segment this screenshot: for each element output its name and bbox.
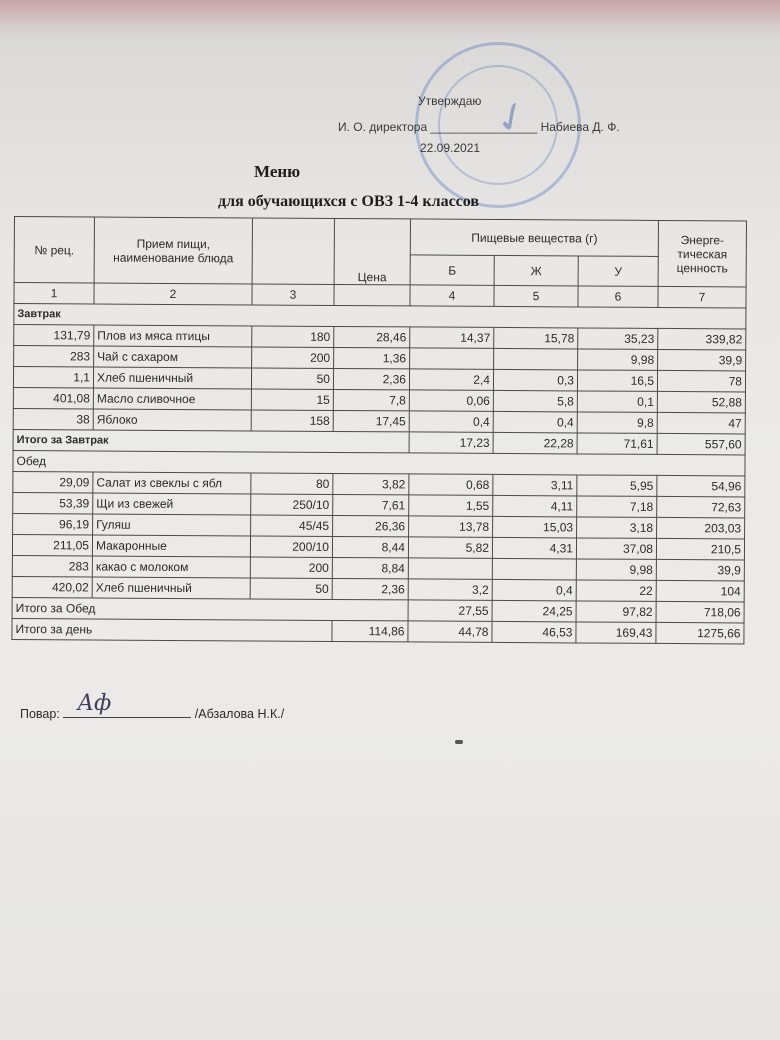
cell-energy: 47: [657, 412, 745, 434]
cell-b: 14,37: [410, 327, 494, 349]
cell-price: 28,46: [334, 326, 410, 347]
header-nutrients: Пищевые вещества (г): [410, 219, 658, 257]
cell-zh: 0,3: [493, 369, 577, 391]
cell-name: Масло сливочное: [93, 388, 251, 410]
menu-table: [11, 216, 747, 644]
cell-zh: 0,4: [492, 579, 576, 601]
cell-qty: 158: [251, 410, 333, 432]
ink-mark: [455, 740, 463, 744]
approved-label: Утверждаю: [418, 94, 482, 108]
cell-zh: 5,8: [493, 390, 577, 412]
cell-num: 1,1: [13, 367, 93, 388]
cell-u: 5,95: [577, 475, 657, 496]
cell-energy: 203,03: [657, 517, 745, 539]
cell-u: 16,5: [577, 370, 657, 391]
day-total-energy: 1275,66: [656, 622, 744, 644]
cell-b: 0,06: [409, 390, 493, 412]
day-total-label: Итого за день: [12, 618, 332, 641]
cell-energy: 210,5: [656, 538, 744, 560]
cell-name: Плов из мяса птицы: [94, 325, 252, 347]
cell-name: Яблоко: [93, 409, 251, 431]
header-qty: [252, 218, 334, 284]
total-b: 17,23: [409, 432, 493, 454]
cell-name: Хлеб пшеничный: [92, 577, 250, 599]
day-total-u: 169,43: [576, 622, 656, 643]
signature-line: [63, 691, 191, 718]
day-total-zh: 46,53: [492, 621, 576, 643]
cell-qty: 50: [250, 578, 332, 600]
cell-u: 22: [576, 580, 656, 601]
total-u: 97,82: [576, 601, 656, 622]
col-number: 5: [494, 285, 578, 307]
cell-b: 3,2: [408, 579, 492, 601]
day-total-b: 44,78: [408, 621, 492, 643]
cook-label: Повар:: [20, 707, 60, 721]
cell-price: 2,36: [333, 368, 409, 389]
cell-zh: 15,78: [494, 327, 578, 349]
cell-name: Салат из свеклы с ябл: [93, 472, 251, 494]
cell-u: 9,98: [576, 559, 656, 580]
header-price: Цена: [334, 218, 410, 284]
header-num: № рец.: [14, 217, 94, 283]
cell-u: 9,8: [577, 412, 657, 433]
cell-qty: 200: [252, 347, 334, 369]
cell-qty: 180: [252, 326, 334, 348]
day-total-price: 114,86: [332, 620, 408, 641]
cell-u: 0,1: [577, 391, 657, 412]
cell-energy: 52,88: [657, 391, 745, 413]
header-meal: Прием пищи, наименование блюда: [94, 217, 252, 284]
header-zh: Ж: [494, 255, 578, 286]
cell-b: [410, 348, 494, 370]
cell-price: 2,36: [332, 578, 408, 599]
cell-qty: 200: [250, 557, 332, 579]
cell-u: 37,08: [576, 538, 656, 559]
cook-name: /Абзалова Н.К./: [194, 707, 285, 721]
total-zh: 22,28: [493, 432, 577, 454]
col-number: 3: [252, 284, 334, 306]
cell-energy: 339,82: [658, 328, 746, 350]
cell-price: 7,61: [333, 494, 409, 515]
col-number: 2: [94, 283, 252, 305]
cell-num: 53,39: [13, 492, 93, 513]
menu-table-body: [12, 283, 746, 644]
menu-subtitle: для обучающихся с ОВЗ 1-4 классов: [218, 193, 480, 210]
cell-num: 131,79: [14, 325, 94, 346]
cell-u: 3,18: [577, 517, 657, 538]
approval-date: 22.09.2021: [420, 141, 481, 155]
header-energy: Энерге-тическая ценность: [658, 220, 746, 287]
total-energy: 557,60: [657, 433, 745, 455]
cell-zh: 4,31: [492, 537, 576, 559]
cell-price: 17,45: [333, 410, 409, 431]
director-line: И. О. директора ________________ Набиева Д. Ф.: [338, 120, 620, 134]
header-u: У: [578, 256, 658, 286]
cell-qty: 45/45: [251, 515, 333, 537]
cell-qty: 80: [251, 473, 333, 495]
cell-b: 2,4: [409, 369, 493, 391]
cell-qty: 50: [251, 368, 333, 390]
col-number: 6: [578, 286, 658, 307]
total-zh: 24,25: [492, 600, 576, 622]
cell-b: 0,68: [409, 474, 493, 496]
cell-price: 1,36: [334, 347, 410, 368]
cell-b: [408, 558, 492, 580]
cell-zh: [494, 348, 578, 370]
cell-num: 38: [13, 408, 93, 429]
cell-name: Хлеб пшеничный: [93, 367, 251, 389]
handwritten-signature: Аф: [77, 691, 112, 716]
cell-price: 26,36: [333, 515, 409, 536]
cell-zh: [492, 558, 576, 580]
cell-zh: 4,11: [493, 495, 577, 517]
cell-energy: 39,9: [658, 349, 746, 371]
cell-qty: 250/10: [251, 494, 333, 516]
cell-num: 211,05: [12, 534, 92, 555]
cell-name: какао с молоком: [92, 556, 250, 578]
menu-title: Меню: [254, 162, 301, 181]
cell-qty: 15: [251, 389, 333, 411]
cell-qty: 200/10: [250, 536, 332, 558]
cell-b: 1,55: [409, 495, 493, 517]
total-label: Итого за Завтрак: [13, 429, 409, 452]
cell-energy: 72,63: [657, 496, 745, 518]
total-u: 71,61: [577, 433, 657, 454]
cell-price: 8,84: [332, 557, 408, 578]
cell-u: 35,23: [578, 328, 658, 349]
col-number: 4: [410, 285, 494, 307]
cell-b: 0,4: [409, 411, 493, 433]
cell-b: 13,78: [409, 516, 493, 538]
cook-signature-row: [20, 691, 285, 721]
cell-num: 283: [12, 555, 92, 576]
cell-num: 420,02: [12, 576, 92, 597]
cell-num: 401,08: [13, 387, 93, 408]
cell-price: 7,8: [333, 389, 409, 410]
cell-u: 7,18: [577, 496, 657, 517]
cell-u: 9,98: [578, 349, 658, 370]
cell-energy: 39,9: [656, 559, 744, 581]
cell-num: 96,19: [13, 513, 93, 534]
section-breakfast: Завтрак: [14, 304, 746, 329]
cell-price: 3,82: [333, 473, 409, 494]
cell-num: 283: [14, 346, 94, 367]
col-number: 1: [14, 283, 94, 304]
cell-name: Чай с сахаром: [94, 346, 252, 368]
cell-b: 5,82: [408, 537, 492, 559]
total-energy: 718,06: [656, 601, 744, 623]
total-label: Итого за Обед: [12, 597, 408, 620]
cell-price: 8,44: [332, 536, 408, 557]
cell-zh: 3,11: [493, 474, 577, 496]
col-number-empty: [334, 284, 410, 305]
cell-zh: 15,03: [493, 516, 577, 538]
header-b: Б: [410, 255, 494, 286]
cell-zh: 0,4: [493, 411, 577, 433]
cell-energy: 54,96: [657, 475, 745, 497]
col-number: 7: [658, 286, 746, 308]
cell-name: Щи из свежей: [93, 493, 251, 515]
section-lunch: Обед: [13, 450, 745, 475]
cell-energy: 78: [657, 370, 745, 392]
total-b: 27,55: [408, 600, 492, 622]
cell-energy: 104: [656, 580, 744, 602]
day-total-row: [12, 618, 744, 643]
cell-name: Гуляш: [93, 514, 251, 536]
cell-num: 29,09: [13, 471, 93, 492]
cell-name: Макаронные: [92, 535, 250, 557]
stamp-signature: ✓: [487, 90, 537, 146]
